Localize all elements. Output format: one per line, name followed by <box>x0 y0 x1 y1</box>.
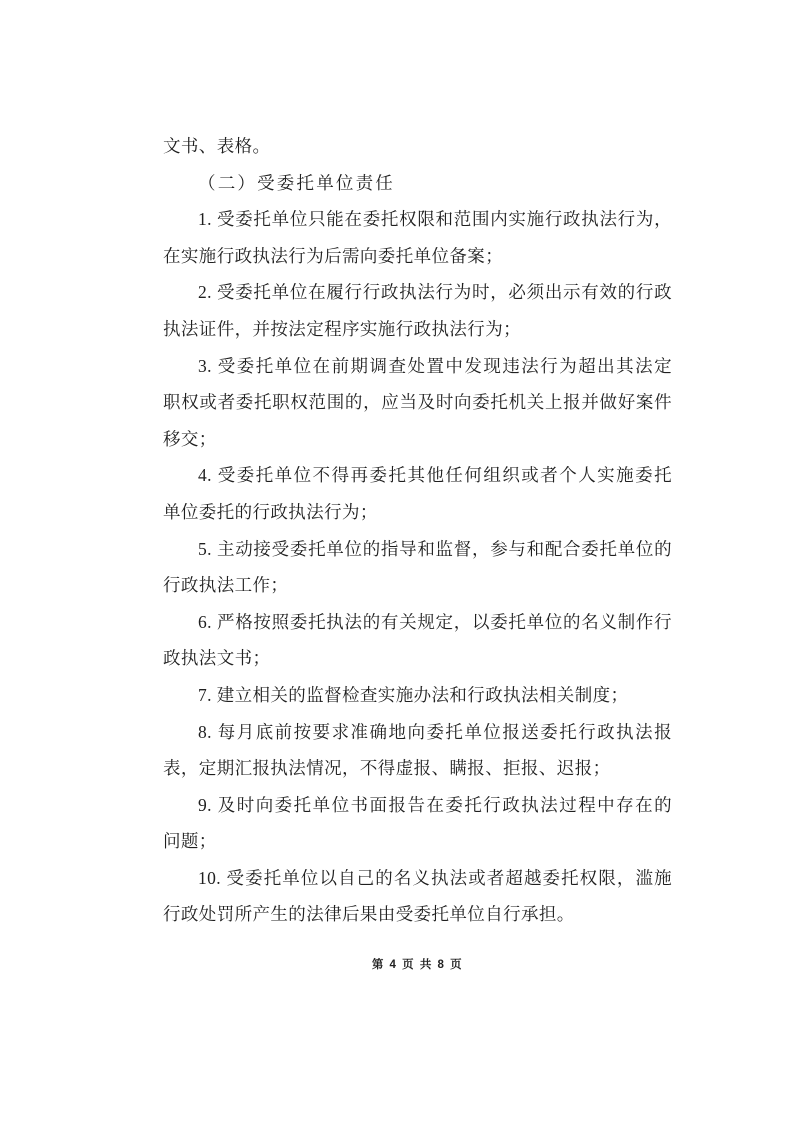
document-body <box>163 128 672 933</box>
text-line: 2. 受委托单位在履行行政执法行为时，必须出示有效的行政 <box>198 282 672 303</box>
text-line: 在实施行政执法行为后需向委托单位备案； <box>163 245 504 266</box>
paragraph-list-item <box>163 457 672 530</box>
paragraph-continuation <box>163 128 672 165</box>
page-number-label: 第 4 页 共 8 页 <box>371 959 464 971</box>
paragraph-list-item <box>163 201 672 274</box>
paragraph-list-item <box>163 274 672 347</box>
text-line: 职权或者委托职权范围的，应当及时向委托机关上报并做好案件 <box>163 392 672 413</box>
text-line: 移交； <box>163 428 217 449</box>
paragraph-list-item <box>163 531 672 604</box>
text-line: 表，定期汇报执法情况，不得虚报、瞒报、拒报、迟报； <box>163 758 611 779</box>
text-line: 8. 每月底前按要求准确地向委托单位报送委托行政执法报 <box>198 721 672 742</box>
text-line: 7. 建立相关的监督检查实施办法和行政执法相关制度； <box>198 684 629 705</box>
text-line: 5. 主动接受委托单位的指导和监督，参与和配合委托单位的 <box>198 538 672 559</box>
text-line: （二）受委托单位责任 <box>198 172 395 193</box>
text-line: 3. 受委托单位在前期调查处置中发现违法行为超出其法定 <box>198 355 672 376</box>
text-line: 6. 严格按照委托执法的有关规定，以委托单位的名义制作行 <box>198 611 672 632</box>
paragraph-list-item <box>163 860 672 933</box>
paragraph-list-item <box>163 714 672 787</box>
paragraph-list-item <box>163 604 672 677</box>
page-footer <box>163 957 672 973</box>
text-line: 问题； <box>163 831 217 852</box>
text-line: 4. 受委托单位不得再委托其他任何组织或者个人实施委托 <box>198 465 672 486</box>
paragraph-list-item <box>163 677 672 714</box>
paragraph-heading <box>163 165 672 202</box>
paragraph-list-item <box>163 348 672 458</box>
text-line: 行政处罚所产生的法律后果由受委托单位自行承担。 <box>163 904 575 925</box>
text-line: 文书、表格。 <box>163 136 271 156</box>
text-line: 政执法文书； <box>163 648 271 669</box>
text-line: 10. 受委托单位以自己的名义执法或者超越委托权限，滥施 <box>198 867 672 888</box>
text-line: 1. 受委托单位只能在委托权限和范围内实施行政执法行为， <box>198 209 672 230</box>
text-line: 9. 及时向委托单位书面报告在委托行政执法过程中存在的 <box>198 794 672 815</box>
text-line: 执法证件，并按法定程序实施行政执法行为； <box>163 318 521 339</box>
text-line: 单位委托的行政执法行为； <box>163 501 378 522</box>
paragraph-list-item <box>163 787 672 860</box>
text-line: 行政执法工作； <box>163 575 289 596</box>
